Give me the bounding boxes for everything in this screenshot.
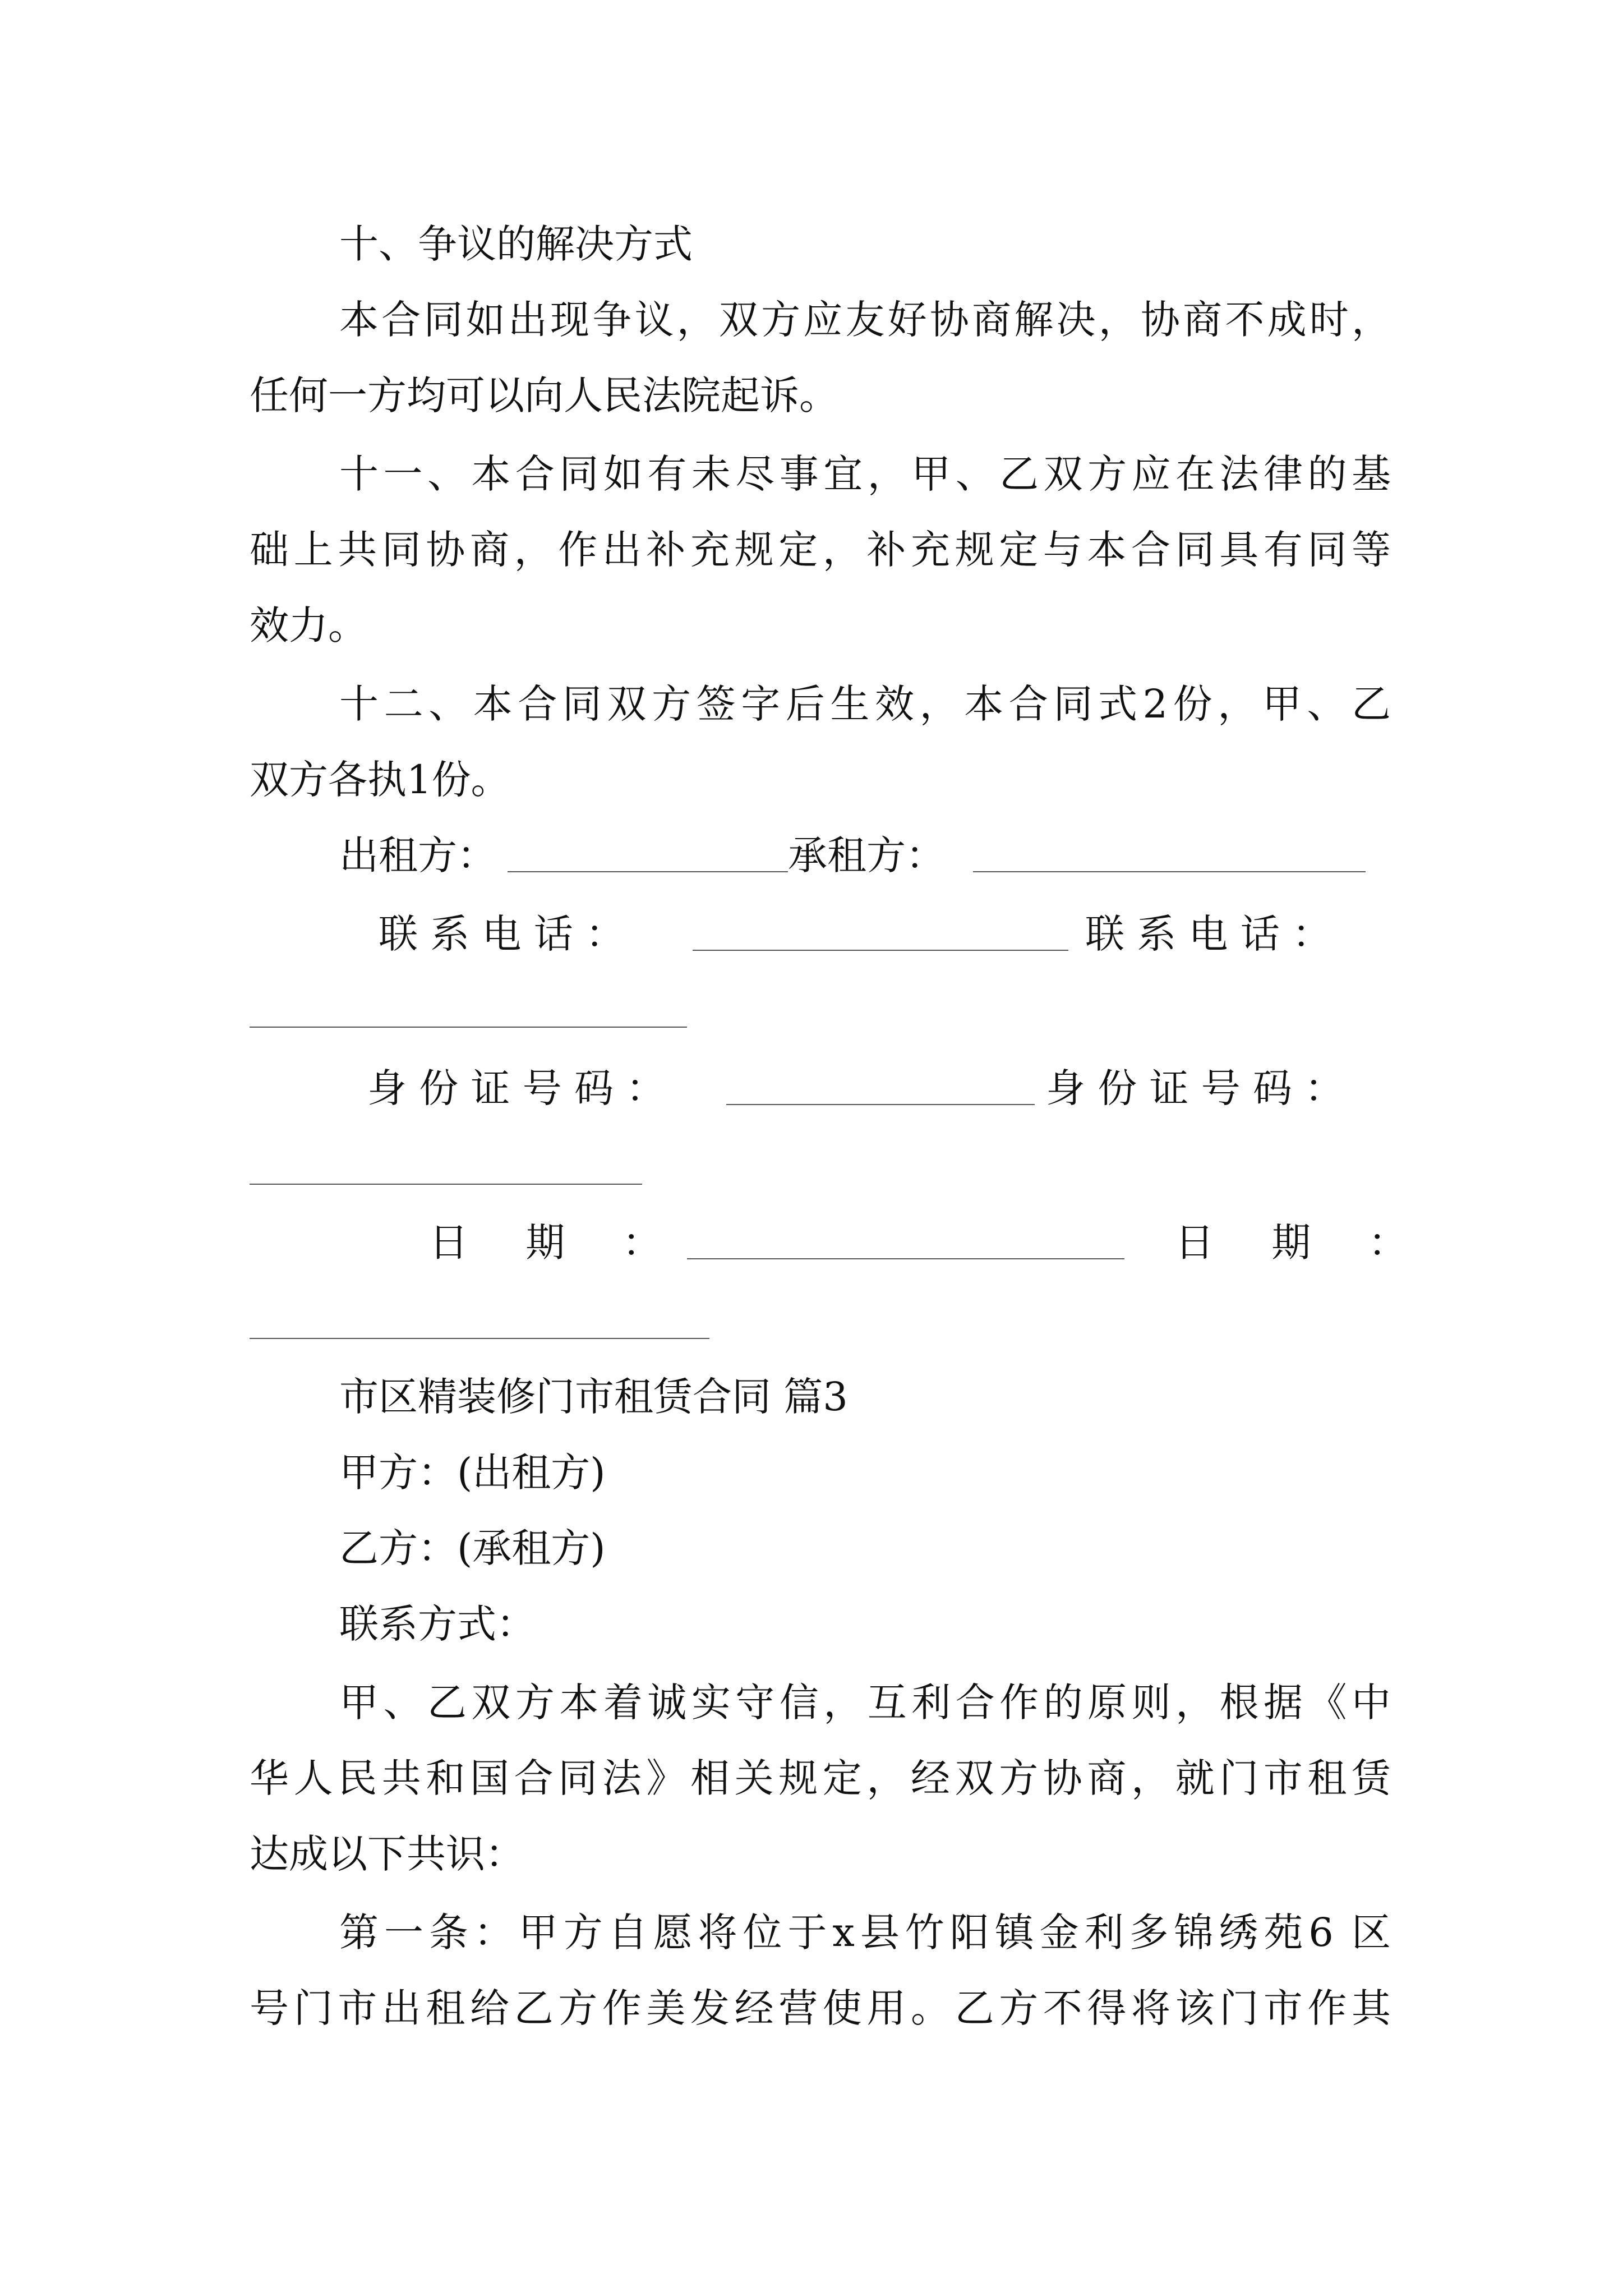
party-b: 乙方：(承租方)	[339, 1525, 606, 1571]
section-10-body-line-2: 任何一方均可以向人民法院起诉。	[250, 372, 838, 418]
section-12-line-1: 十二、本合同双方签字后生效，本合同式2份，甲、乙	[339, 681, 1391, 727]
lessor-blank	[508, 871, 788, 872]
date-blank-right	[250, 1338, 709, 1339]
section-10-heading: 十、争议的解决方式	[339, 221, 693, 267]
section-12-line-2: 双方各执1份。	[250, 757, 510, 803]
signature-row-id	[250, 1060, 1391, 1116]
article-1-line-2: 号门市出租给乙方作美发经营使用。乙方不得将该门市作其	[250, 1985, 1391, 2031]
date-label-right: 日 期 ：	[1175, 1220, 1430, 1266]
signature-row-date	[250, 1214, 1430, 1271]
section-11-line-2: 础上共同协商，作出补充规定，补充规定与本合同具有同等	[250, 527, 1391, 573]
preamble-line-1: 甲、乙双方本着诚实守信，互利合作的原则，根据《中	[339, 1680, 1391, 1726]
article-1-line-1: 第一条：甲方自愿将位于x县竹阳镇金利多锦绣苑6 区	[339, 1910, 1391, 1955]
lessee-blank	[973, 871, 1366, 872]
section-10-body-line-1: 本合同如出现争议，双方应友好协商解决，协商不成时，	[339, 297, 1391, 343]
id-blank-left	[726, 1104, 1035, 1105]
preamble-line-3: 达成以下共识：	[250, 1831, 524, 1877]
phone-label-right: 联 系 电 话 ：	[1085, 911, 1332, 957]
lessor-label: 出租方：	[339, 832, 496, 878]
id-label-right: 身 份 证 号 码 ：	[1046, 1065, 1344, 1111]
id-blank-right	[250, 1184, 642, 1185]
date-blank-left	[687, 1258, 1124, 1259]
preamble-line-2: 华人民共和国合同法》相关规定，经双方协商，就门市租赁	[250, 1755, 1391, 1801]
phone-blank-left	[693, 950, 1068, 951]
lessee-label: 承租方：	[788, 832, 945, 878]
phone-blank-right	[250, 1027, 687, 1028]
signature-row-parties	[250, 827, 1391, 884]
party-a: 甲方：(出租方)	[339, 1450, 606, 1496]
id-label-left: 身 份 证 号 码 ：	[367, 1065, 666, 1111]
contact-info: 联系方式：	[339, 1601, 536, 1647]
section-11-line-1: 十一、本合同如有未尽事宜，甲、乙双方应在法律的基	[339, 451, 1391, 497]
section-11-line-3: 效力。	[250, 602, 367, 648]
signature-row-phone	[250, 906, 1391, 962]
phone-label-left: 联 系 电 话 ：	[379, 911, 625, 957]
contract-3-title: 市区精装修门市租赁合同 篇3	[339, 1374, 848, 1420]
date-label-left: 日 期 ：	[429, 1220, 684, 1266]
